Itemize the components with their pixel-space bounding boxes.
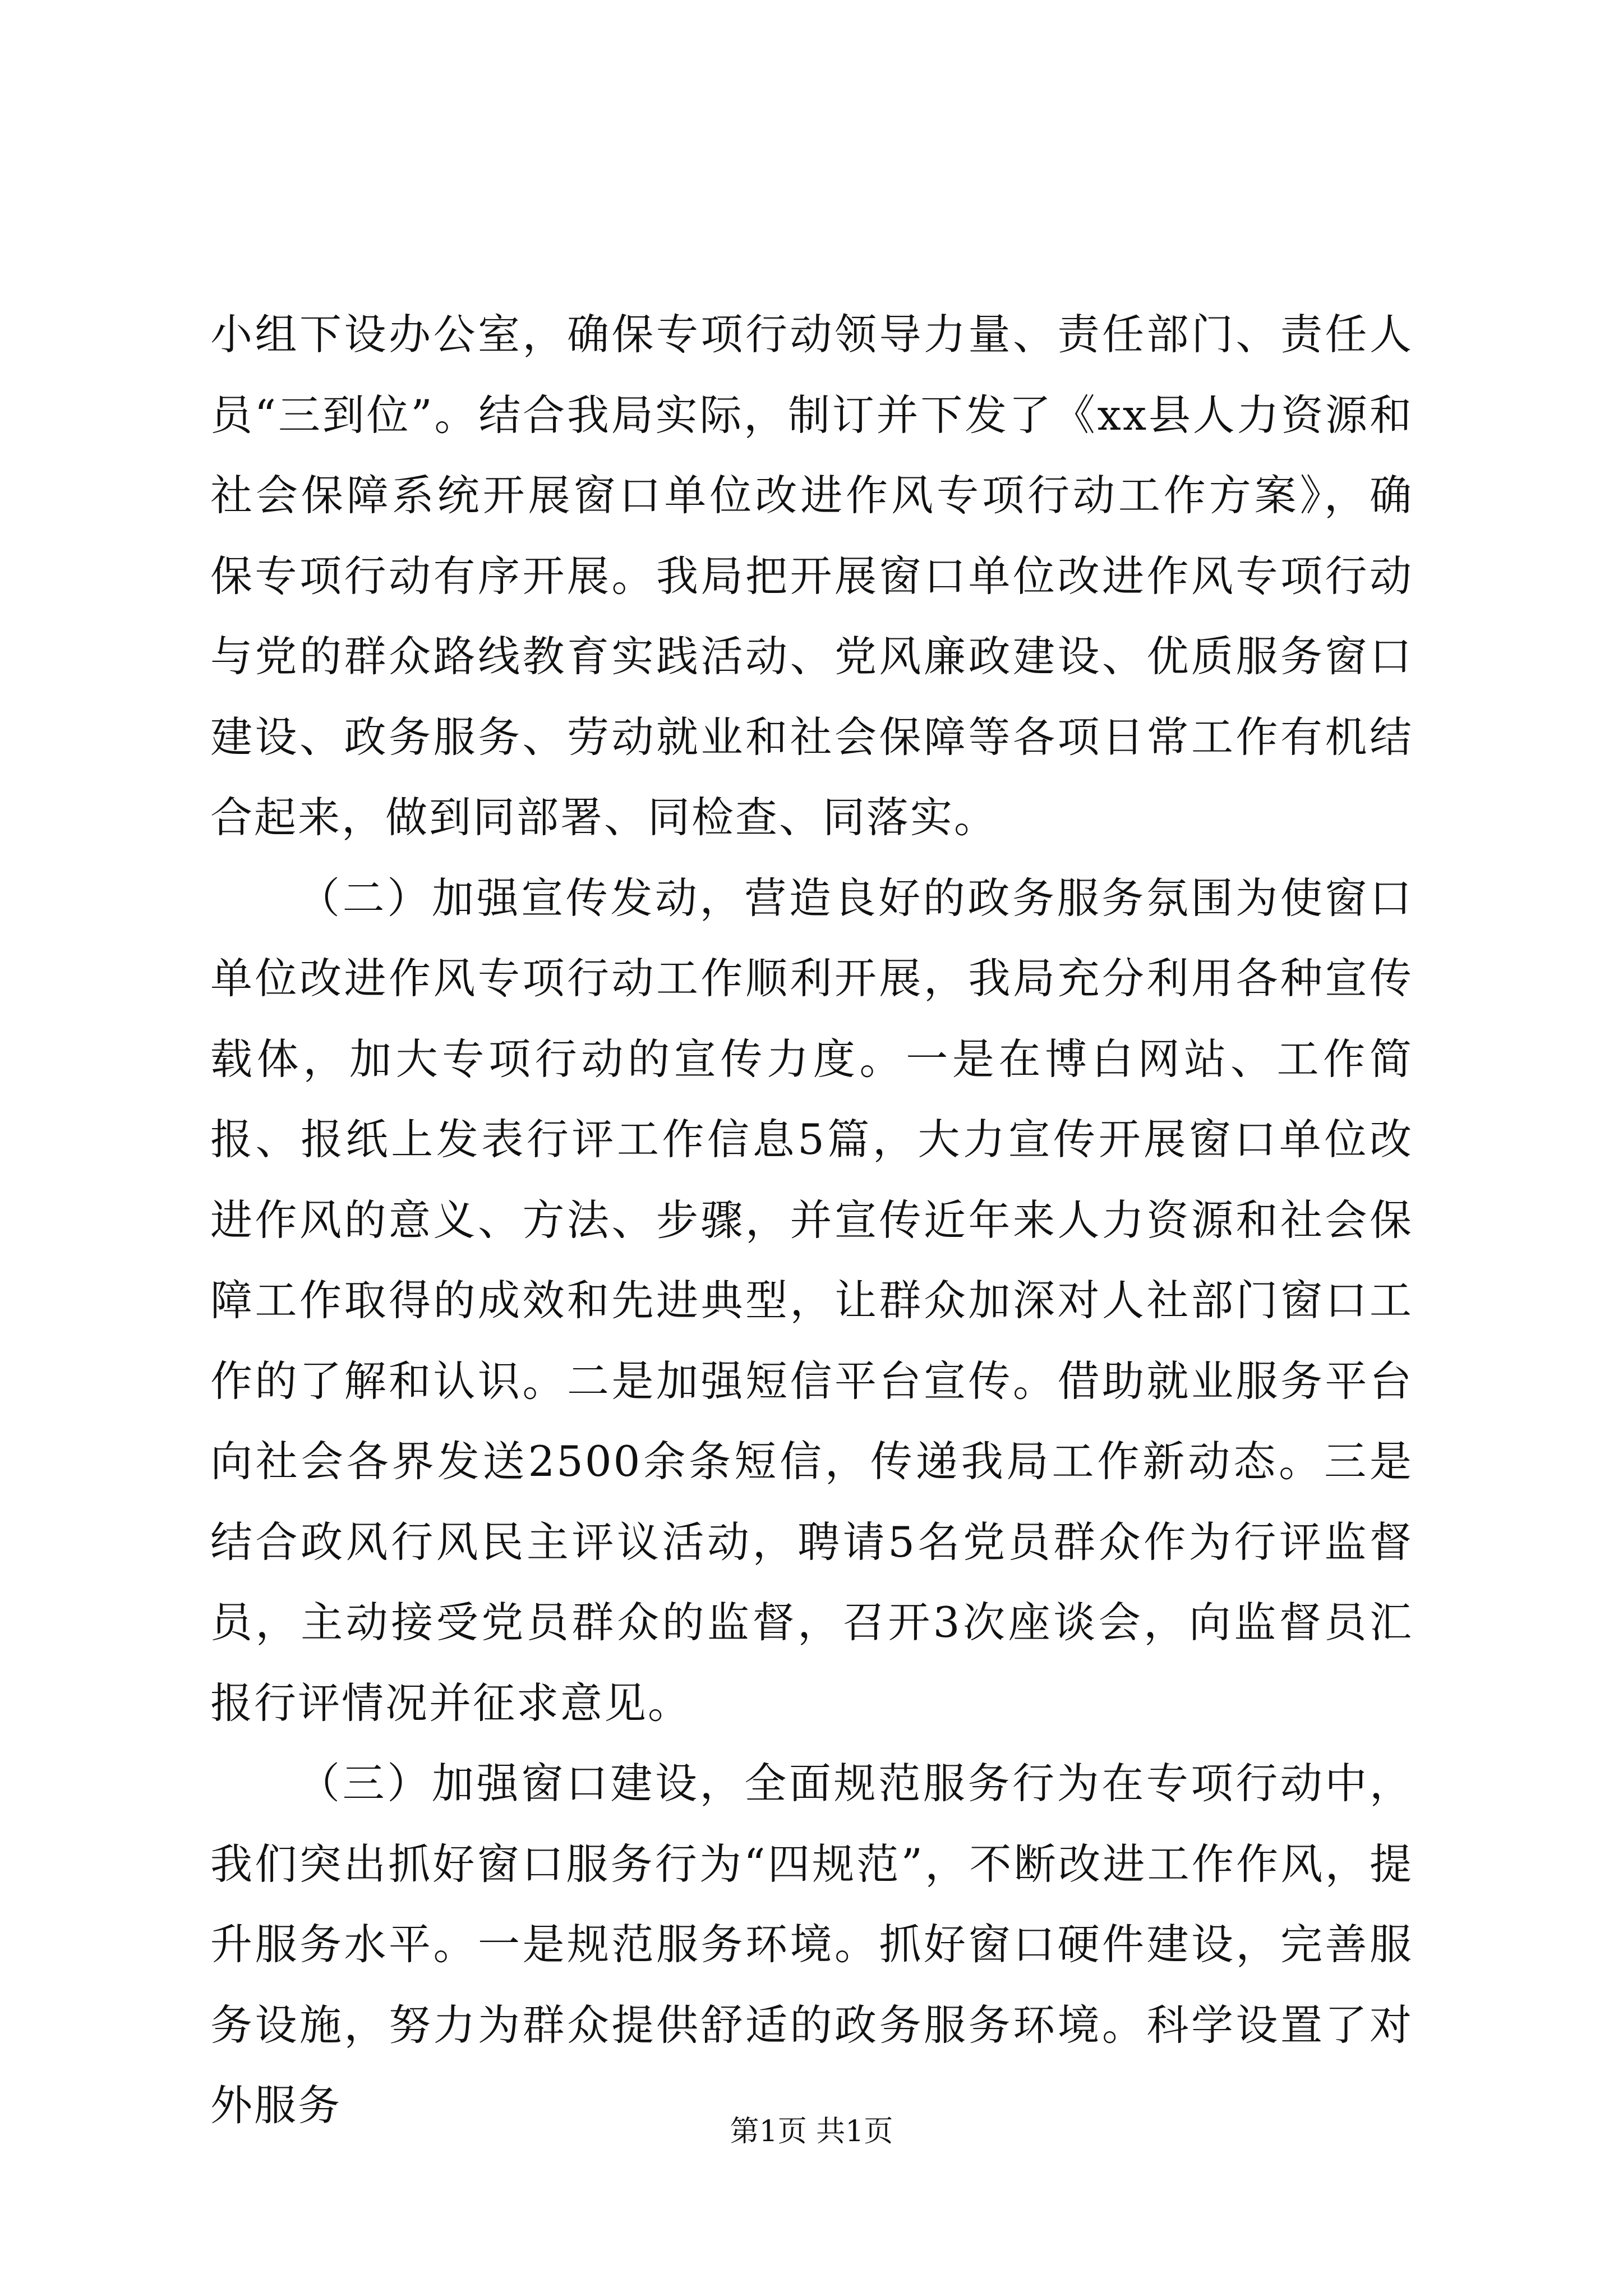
document-body [210,295,1413,2146]
paragraph-continuation: 小组下设办公室，确保专项行动领导力量、责任部门、责任人员“三到位”。结合我局实际，制订并下发了《xx县人力资源和社会保障系统开展窗口单位改进作风专项行动工作方案》，确保专项行动有序开展。我局把开展窗口单位改进作风专项行动与党的群众路线教育实践活动、党风廉政建设、优质服务窗口建设、政务服务、劳动就业和社会保障等各项日常工作有机结合起来，做到同部署、同检查、同落实。 [210,310,1413,842]
paragraph-section-three: （三）加强窗口建设，全面规范服务行为在专项行动中，我们突出抓好窗口服务行为“四规范”，不断改进工作作风，提升服务水平。一是规范服务环境。抓好窗口硬件建设，完善服务设施，努力为群众提供舒适的政务服务环境。科学设置了对外服务 [210,1759,1413,2130]
page-footer: 第1页 共1页 [730,2115,893,2148]
paragraph-section-two: （二）加强宣传发动，营造良好的政务服务氛围为使窗口单位改进作风专项行动工作顺利开展，我局充分利用各种宣传载体，加大专项行动的宣传力度。一是在博白网站、工作简报、报纸上发表行评工作信息5篇，大力宣传开展窗口单位改进作风的意义、方法、步骤，并宣传近年来人力资源和社会保障工作取得的成效和先进典型，让群众加深对人社部门窗口工作的了解和认识。二是加强短信平台宣传。借助就业服务平台向社会各界发送2500余条短信，传递我局工作新动态。三是结合政风行风民主评议活动，聘请5名党员群众作为行评监督员，主动接受党员群众的监督，召开3次座谈会，向监督员汇报行评情况并征求意见。 [210,873,1413,1728]
